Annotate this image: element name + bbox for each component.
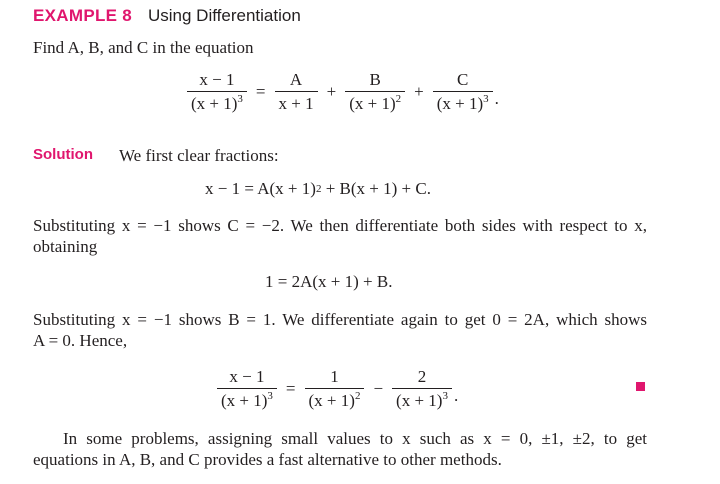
equation-text: x − 1 = A(x + 1)	[205, 179, 316, 198]
equation-text: + B(x + 1) + C.	[321, 179, 431, 198]
paragraph-line: A = 0. Hence,	[33, 331, 128, 350]
fraction-lhs	[187, 70, 247, 113]
problem-intro: Find A, B, and C in the equation	[33, 38, 254, 57]
exponent: 3	[237, 93, 243, 105]
fraction-lhs	[217, 367, 277, 410]
exponent: 2	[354, 390, 361, 402]
denominator	[305, 388, 365, 410]
denominator	[217, 388, 277, 410]
end-of-proof-square-icon	[636, 382, 645, 391]
example-label: EXAMPLE 8	[33, 6, 133, 25]
fraction-c	[433, 70, 493, 113]
numerator: x − 1	[229, 367, 265, 386]
paragraph-line: Substituting x = −1 shows C = −2. We then differentiate both sides with respect to x,	[33, 216, 647, 235]
denominator	[187, 91, 247, 113]
equals-sign: =	[255, 81, 266, 101]
fraction-two	[392, 367, 452, 410]
paragraph-line: Substituting x = −1 shows B = 1. We differentiate again to get 0 = 2A, which shows	[33, 310, 647, 329]
denominator-base: (x + 1)	[396, 391, 443, 410]
solution-label: Solution	[33, 146, 93, 163]
fraction-one	[305, 367, 365, 410]
denominator: x + 1	[275, 91, 318, 113]
denominator-base: (x + 1)	[308, 391, 355, 410]
denominator	[433, 91, 493, 113]
numerator: A	[289, 70, 303, 89]
minus-sign: −	[373, 378, 384, 398]
paragraph-line: obtaining	[33, 237, 98, 256]
numerator: 2	[417, 367, 427, 386]
plus-sign: +	[414, 81, 424, 101]
fraction-a	[275, 70, 318, 113]
denominator	[392, 388, 452, 410]
denominator-base: (x + 1)	[221, 391, 268, 410]
paragraph-line: In some problems, assigning small values to x such as x = 0, ±1, ±2, to get	[63, 429, 647, 448]
exponent: 3	[483, 93, 489, 105]
equation-partial-fractions	[183, 70, 499, 113]
solution-intro: We first clear fractions:	[119, 146, 279, 165]
example-title: Using Differentiation	[148, 6, 301, 25]
denominator-base: (x + 1)	[191, 94, 238, 113]
equation-cleared: x − 1 = A(x + 1) 2 + B(x + 1) + C.	[205, 179, 431, 198]
equation-period: .	[494, 88, 499, 108]
exponent: 3	[267, 390, 273, 402]
equation-differentiated	[265, 272, 392, 292]
equation-result	[213, 367, 458, 410]
denominator-base: (x + 1)	[349, 94, 396, 113]
numerator: B	[369, 70, 381, 89]
equals-sign: =	[285, 378, 296, 398]
paragraph-line: equations in A, B, and C provides a fast alternative to other methods.	[33, 450, 502, 469]
numerator: x − 1	[199, 70, 235, 89]
numerator: 1	[330, 367, 339, 386]
equation-text: 1 = 2A(x + 1) + B.	[265, 272, 393, 291]
equation-period: .	[453, 385, 459, 405]
denominator	[345, 91, 405, 113]
exponent: 3	[442, 390, 448, 402]
exponent: 2	[395, 93, 402, 105]
denominator-base: (x + 1)	[436, 94, 484, 113]
fraction-b	[345, 70, 405, 113]
plus-sign: +	[326, 81, 337, 101]
numerator: C	[457, 70, 469, 89]
